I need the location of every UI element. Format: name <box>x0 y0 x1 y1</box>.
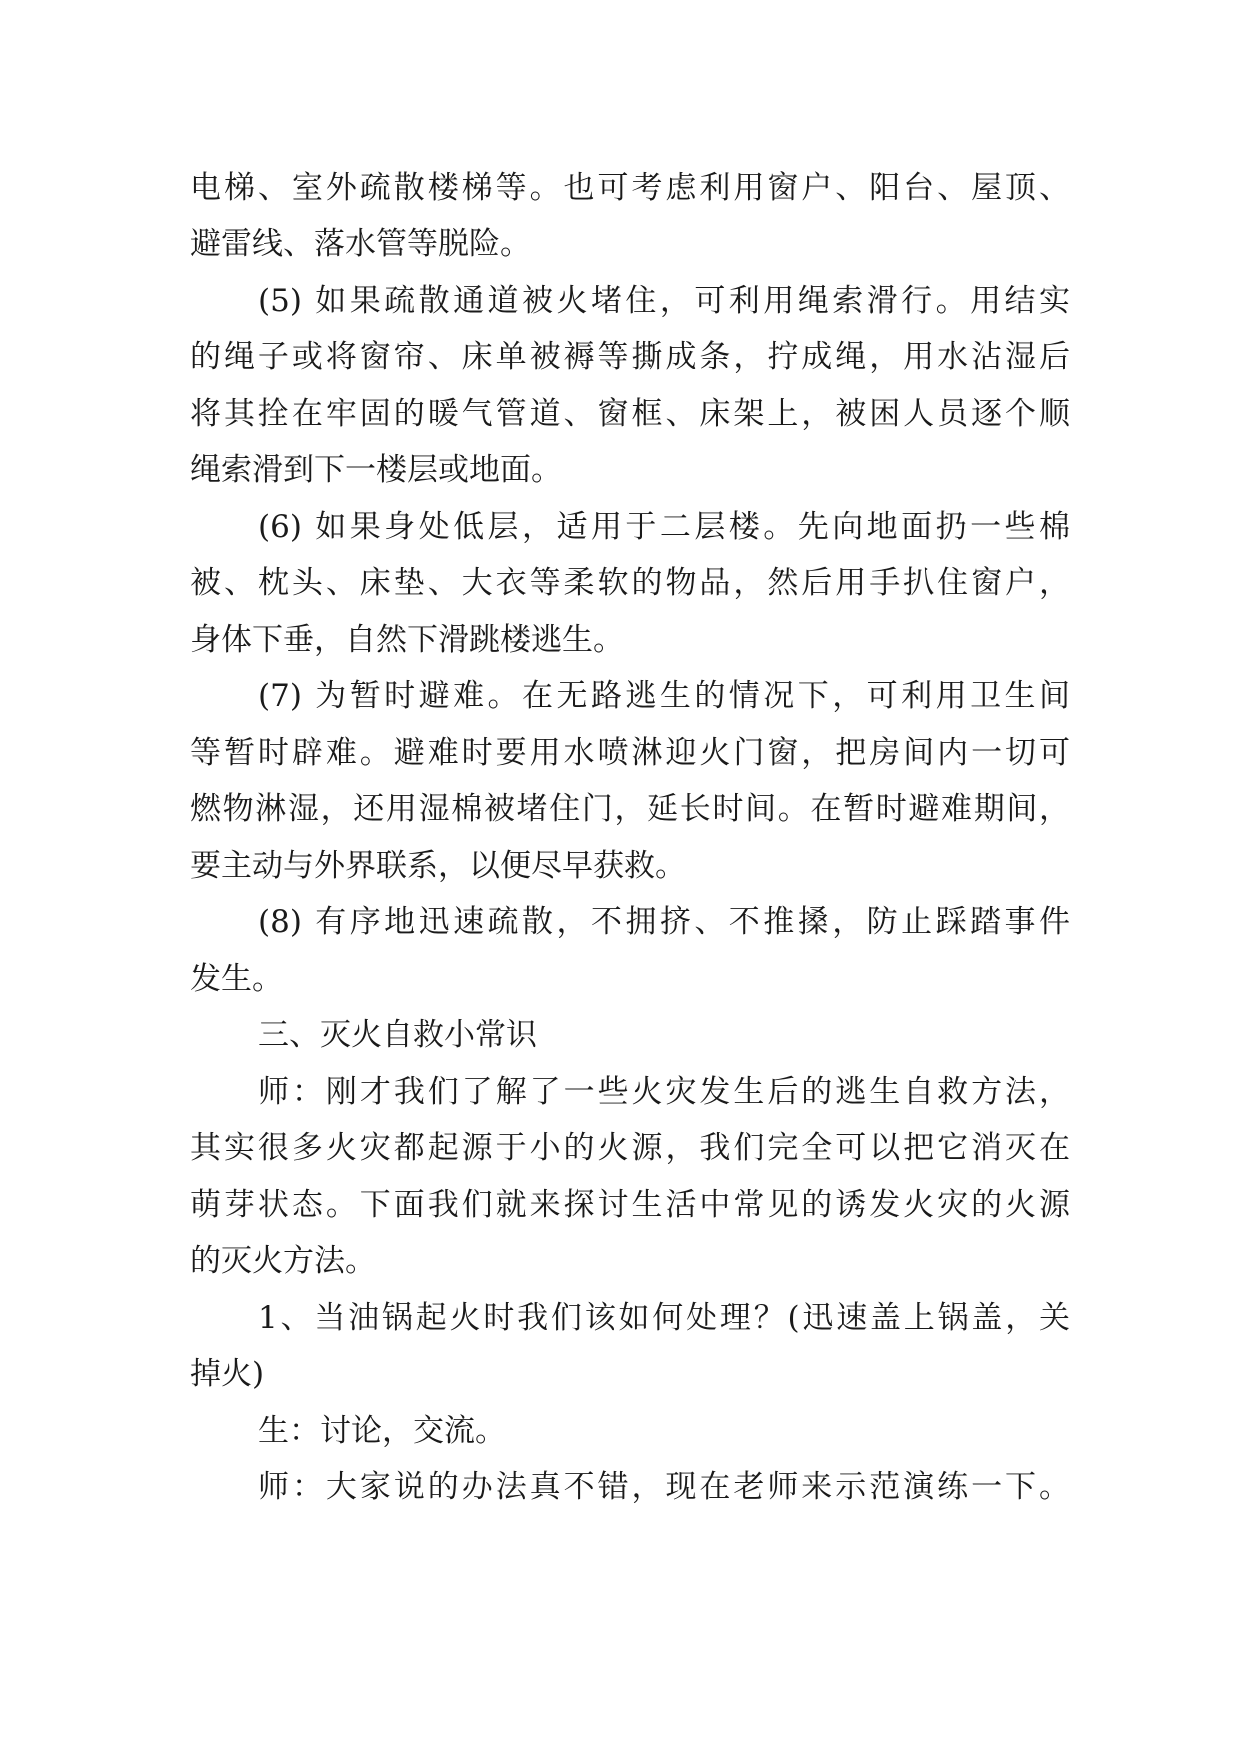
text-line: (6) 如果身处低层，适用于二层楼。先向地面扔一些棉 <box>258 509 1070 545</box>
text-line: 将其拴在牢固的暖气管道、窗框、床架上，被困人员逐个顺 <box>190 396 1070 432</box>
text-line: 绳索滑到下一楼层或地面。 <box>190 452 562 488</box>
text-line: 等暂时辟难。避难时要用水喷淋迎火门窗，把房间内一切可 <box>190 735 1070 771</box>
text-line: 身体下垂，自然下滑跳楼逃生。 <box>190 622 624 658</box>
text-line: 其实很多火灾都起源于小的火源，我们完全可以把它消灭在 <box>190 1130 1070 1166</box>
text-line: (5) 如果疏散通道被火堵住，可利用绳索滑行。用结实 <box>258 283 1070 319</box>
section-heading: 三、灭火自救小常识 <box>258 1017 537 1053</box>
text-line: 1、当油锅起火时我们该如何处理？(迅速盖上锅盖，关 <box>258 1300 1070 1336</box>
text-line: 电梯、室外疏散楼梯等。也可考虑利用窗户、阳台、屋顶、 <box>190 170 1070 206</box>
text-line: 师：大家说的办法真不错，现在老师来示范演练一下。 <box>258 1469 1070 1505</box>
text-line: 的灭火方法。 <box>190 1243 376 1279</box>
text-line: 生：讨论，交流。 <box>258 1413 506 1449</box>
text-line: 被、枕头、床垫、大衣等柔软的物品，然后用手扒住窗户， <box>190 565 1070 601</box>
text-line: (7) 为暂时避难。在无路逃生的情况下，可利用卫生间 <box>258 678 1070 714</box>
text-line: 燃物淋湿，还用湿棉被堵住门，延长时间。在暂时避难期间， <box>190 791 1070 827</box>
text-line: 掉火) <box>190 1356 265 1392</box>
text-line: 的绳子或将窗帘、床单被褥等撕成条，拧成绳，用水沾湿后 <box>190 339 1070 375</box>
text-line: 要主动与外界联系，以便尽早获救。 <box>190 848 686 884</box>
text-line: 师：刚才我们了解了一些火灾发生后的逃生自救方法， <box>258 1074 1070 1110</box>
text-line: 发生。 <box>190 961 283 997</box>
text-line: 萌芽状态。下面我们就来探讨生活中常见的诱发火灾的火源 <box>190 1187 1070 1223</box>
text-line: 避雷线、落水管等脱险。 <box>190 226 531 262</box>
text-line: (8) 有序地迅速疏散，不拥挤、不推搡，防止踩踏事件 <box>258 904 1070 940</box>
